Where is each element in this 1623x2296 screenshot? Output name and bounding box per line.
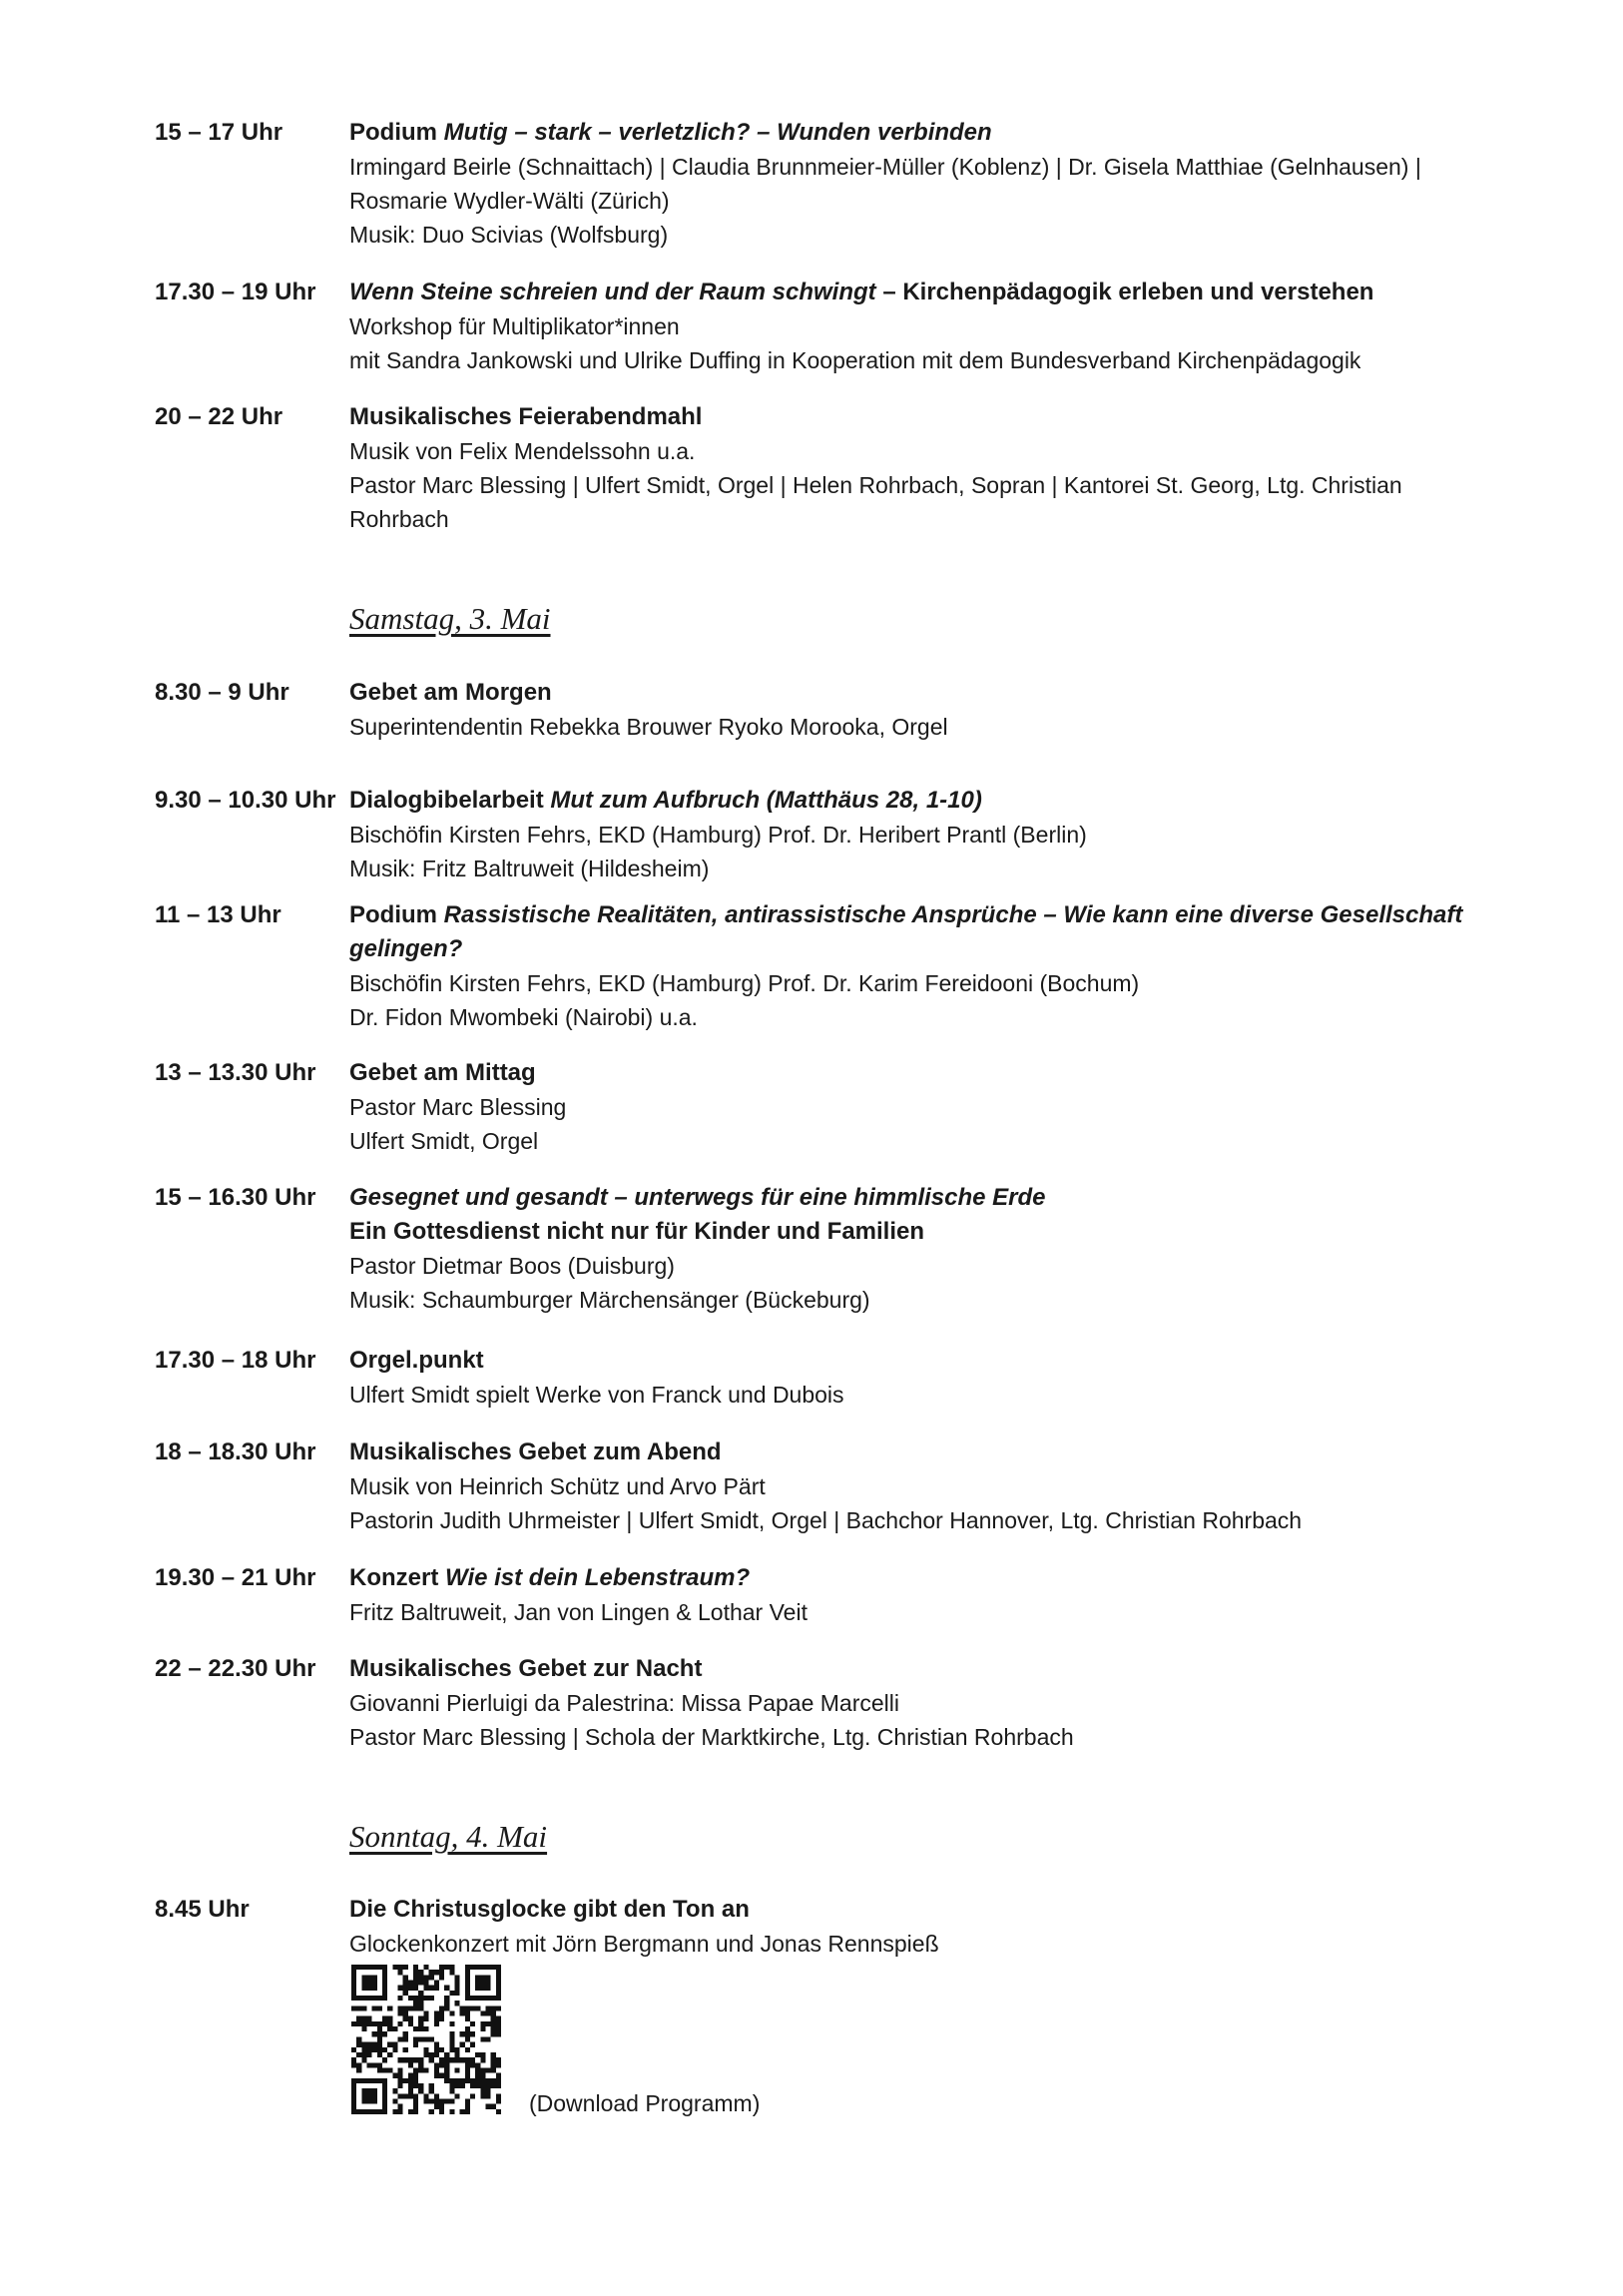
entry-content — [349, 1056, 1477, 1158]
entry-time: 8.45 Uhr — [155, 1896, 250, 1923]
saturday-heading: Samstag, 3. Mai — [349, 601, 551, 636]
entry-detail: Musik von Felix Mendelssohn u.a. — [349, 438, 696, 464]
entry-title-part: Gebet am Morgen — [349, 679, 552, 706]
entry-detail: Ulfert Smidt, Orgel — [349, 1128, 539, 1154]
entry-title-part: Mut zum Aufbruch (Matthäus 28, 1-10) — [550, 787, 982, 814]
entry-title-part: Ein Gottesdienst nicht nur für Kinder und Familien — [349, 1218, 925, 1245]
entry-time: 17.30 – 19 Uhr — [155, 279, 316, 305]
entry-detail: Musik: Schaumburger Märchensänger (Bückeburg) — [349, 1287, 870, 1313]
entry-detail: Superintendentin Rebekka Brouwer Ryoko Morooka, Orgel — [349, 714, 948, 740]
entry-title-part: Musikalisches Feierabendmahl — [349, 403, 703, 430]
entry-title-part: gelingen? — [349, 935, 463, 962]
entry-detail: Rosmarie Wydler-Wälti (Zürich) — [349, 188, 670, 214]
entry-content — [349, 276, 1477, 377]
entry-time: 15 – 17 Uhr — [155, 119, 283, 146]
entry-content — [349, 116, 1477, 252]
entry-time: 13 – 13.30 Uhr — [155, 1059, 316, 1086]
entry-detail: Ulfert Smidt spielt Werke von Franck und Dubois — [349, 1382, 844, 1408]
entry-detail: Irmingard Beirle (Schnaittach) | Claudia Brunnmeier-Müller (Koblenz) | Dr. Gisela Matthiae (Gelnhausen) | — [349, 154, 1421, 180]
entry-detail: Glockenkonzert mit Jörn Bergmann und Jonas Rennspieß — [349, 1931, 939, 1957]
entry-detail: Fritz Baltruweit, Jan von Lingen & Lothar Veit — [349, 1599, 808, 1625]
entry-title — [349, 1056, 1477, 1090]
entry-detail: Rohrbach — [349, 506, 449, 532]
entry-detail: Workshop für Multiplikator*innen — [349, 313, 680, 339]
entry-detail: Pastor Marc Blessing | Ulfert Smidt, Orgel | Helen Rohrbach, Sopran | Kantorei St. Georg, Ltg. Christian — [349, 472, 1402, 498]
entry-detail: Pastor Dietmar Boos (Duisburg) — [349, 1253, 675, 1279]
entry-time: 8.30 – 9 Uhr — [155, 679, 289, 706]
entry-title — [349, 400, 1477, 434]
entry-title — [349, 898, 1477, 932]
entry-time: 15 – 16.30 Uhr — [155, 1184, 316, 1211]
entry-time: 9.30 – 10.30 Uhr — [155, 787, 336, 814]
entry-title — [349, 1652, 1477, 1686]
entry-title-part: Dialogbibelarbeit — [349, 787, 551, 814]
entry-title-part: – Kirchenpädagogik erleben und verstehen — [875, 279, 1374, 305]
entry-title-part: Podium — [349, 119, 444, 146]
entry-content — [349, 676, 1477, 744]
entry-title — [349, 1561, 1477, 1595]
entry-time: 17.30 – 18 Uhr — [155, 1347, 316, 1374]
entry-detail: Musik: Fritz Baltruweit (Hildesheim) — [349, 856, 710, 881]
entry-title — [349, 676, 1477, 710]
entry-detail: Musik: Duo Scivias (Wolfsburg) — [349, 222, 669, 248]
entry-title — [349, 276, 1477, 309]
entry-detail: Dr. Fidon Mwombeki (Nairobi) u.a. — [349, 1004, 698, 1030]
entry-title — [349, 1435, 1477, 1469]
entry-title-part: Musikalisches Gebet zum Abend — [349, 1438, 722, 1465]
entry-title-part: Konzert — [349, 1564, 445, 1591]
entry-title-part: Die Christusglocke gibt den Ton an — [349, 1896, 750, 1923]
entry-title-part: Orgel.punkt — [349, 1347, 484, 1374]
entry-title — [349, 1215, 1477, 1249]
entry-content — [349, 1561, 1477, 1629]
entry-title — [349, 784, 1477, 818]
entry-time: 22 – 22.30 Uhr — [155, 1655, 316, 1682]
entry-content — [349, 898, 1477, 1034]
qr-caption: (Download Programm) — [529, 2090, 761, 2116]
entry-title-part: Gebet am Mittag — [349, 1059, 536, 1086]
entry-title — [349, 1181, 1477, 1215]
entry-content — [349, 1435, 1477, 1537]
entry-title — [349, 116, 1477, 150]
entry-title-part: Mutig – stark – verletzlich? – Wunden verbinden — [443, 119, 992, 146]
entry-content — [349, 1652, 1477, 1754]
entry-detail: Musik von Heinrich Schütz und Arvo Pärt — [349, 1473, 766, 1499]
entry-content — [349, 784, 1477, 885]
entry-time: 18 – 18.30 Uhr — [155, 1438, 316, 1465]
entry-title-part: Podium — [349, 901, 444, 928]
entry-detail: Pastor Marc Blessing — [349, 1094, 567, 1120]
entry-detail: Pastorin Judith Uhrmeister | Ulfert Smidt, Orgel | Bachchor Hannover, Ltg. Christian Rohrbach — [349, 1507, 1303, 1533]
qr-code-icon[interactable] — [351, 1965, 501, 2114]
entry-content — [349, 400, 1477, 536]
entry-detail: Giovanni Pierluigi da Palestrina: Missa Papae Marcelli — [349, 1690, 899, 1716]
entry-content — [349, 1893, 1477, 1961]
entry-content — [349, 1344, 1477, 1412]
entry-time: 19.30 – 21 Uhr — [155, 1564, 316, 1591]
entry-title — [349, 932, 1477, 966]
entry-detail: mit Sandra Jankowski und Ulrike Duffing in Kooperation mit dem Bundesverband Kirchenpädagogik — [349, 347, 1361, 373]
entry-detail: Pastor Marc Blessing | Schola der Marktkirche, Ltg. Christian Rohrbach — [349, 1724, 1074, 1750]
entry-title — [349, 1344, 1477, 1378]
entry-title-part: Rassistische Realitäten, antirassistische Ansprüche – Wie kann eine diverse Gesellschaft — [443, 901, 1463, 928]
entry-detail: Bischöfin Kirsten Fehrs, EKD (Hamburg) Prof. Dr. Heribert Prantl (Berlin) — [349, 822, 1087, 848]
entry-title-part: Musikalisches Gebet zur Nacht — [349, 1655, 703, 1682]
entry-title-part: Wenn Steine schreien und der Raum schwingt — [349, 279, 876, 305]
entry-title — [349, 1893, 1477, 1927]
entry-title-part: Wie ist dein Lebenstraum? — [445, 1564, 751, 1591]
entry-detail: Bischöfin Kirsten Fehrs, EKD (Hamburg) Prof. Dr. Karim Fereidooni (Bochum) — [349, 970, 1140, 996]
entry-time: 20 – 22 Uhr — [155, 403, 283, 430]
entry-content — [349, 1181, 1477, 1317]
entry-title-part: Gesegnet und gesandt – unterwegs für eine himmlische Erde — [349, 1184, 1046, 1211]
entry-time: 11 – 13 Uhr — [155, 901, 281, 928]
sunday-heading: Sonntag, 4. Mai — [349, 1819, 548, 1854]
